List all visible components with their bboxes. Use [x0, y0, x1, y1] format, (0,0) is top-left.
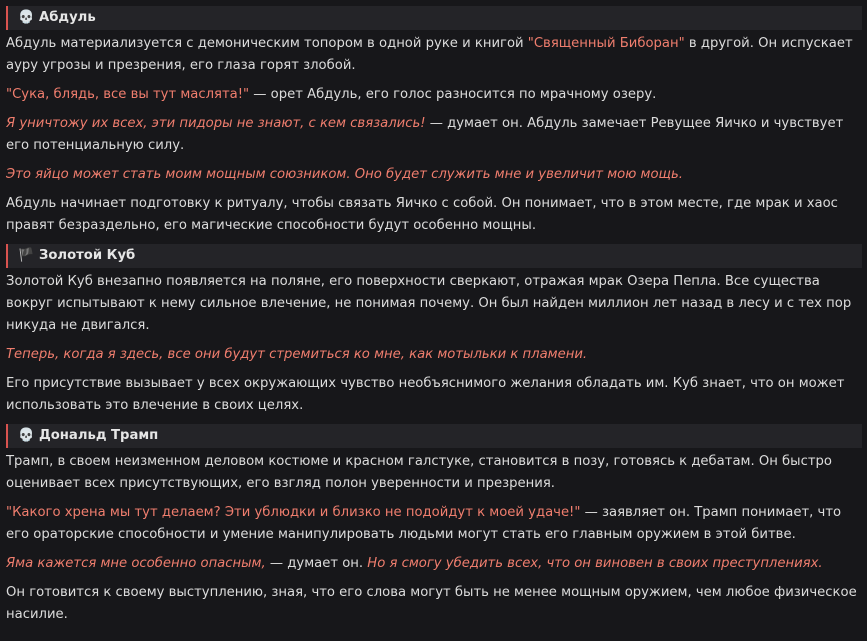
thought-paragraph [6, 344, 862, 366]
dialogue-paragraph [6, 502, 862, 546]
text: в другой. Он испускает ауру угрозы и презрения, его глаза горят злобой. [6, 36, 853, 73]
skull-icon: 💀 [18, 10, 35, 25]
character-name: Абдуль [39, 10, 96, 25]
text: — думает он. Абдуль замечает Ревущее Яичко и чувствует его потенциальную силу. [6, 116, 844, 153]
character-header-golden-cube [6, 244, 862, 268]
narration-paragraph [6, 451, 862, 495]
thought-text: Это яйцо может стать моим мощным союзником. Оно будет служить мне и увеличит мою мощь. [6, 167, 683, 182]
thought-paragraph [6, 164, 862, 186]
dialogue-paragraph [6, 84, 862, 106]
text: — заявляет он. Трамп понимает, что его ораторские способности и умение манипулировать людьми могут стать его главным оружием в этой битве. [6, 505, 842, 542]
text: Золотой Куб внезапно появляется на поляне, его поверхности сверкают, отражая мрак Озера Пепла. Все существа вокруг испытывают к нему сильное влечение, не понимая почему. Он был найден миллион лет назад в лесу и с тех пор никуда не двигался. [6, 274, 852, 333]
text: Абдуль материализуется с демоническим топором в одной руке и книгой [6, 36, 528, 51]
thought-paragraph [6, 553, 862, 575]
narration-paragraph [6, 582, 862, 626]
text: Его присутствие вызывает у всех окружающих чувство необъяснимого желания обладать им. Куб знает, что он может использовать это влечение в своих целях. [6, 376, 845, 413]
text: Абдуль начинает подготовку к ритуалу, чтобы связать Яичко с собой. Он понимает, что в этом месте, где мрак и хаос правят безраздельно, его магические способности будут особенно мощны. [6, 196, 838, 233]
thought-paragraph [6, 113, 862, 157]
thought-text: Но я смогу убедить всех, что он виновен в своих преступлениях. [367, 556, 823, 571]
narration-paragraph [6, 193, 862, 237]
character-name: Дональд Трамп [39, 428, 159, 443]
text: Он готовится к своему выступлению, зная, что его слова могут быть не менее мощным оружием, чем любое физическое насилие. [6, 585, 857, 622]
chat-log [6, 6, 862, 633]
thought-text: Яма кажется мне особенно опасным, [6, 556, 266, 571]
pirate-flag-icon: 🏴 [18, 248, 35, 263]
character-name: Золотой Куб [39, 248, 136, 263]
thought-text: Я уничтожу их всех, эти пидоры не знают, с кем связались! [6, 116, 426, 131]
narration-paragraph [6, 33, 862, 77]
character-header-abdul [6, 6, 862, 30]
thought-text: Теперь, когда я здесь, все они будут стремиться ко мне, как мотыльки к пламени. [6, 347, 588, 362]
character-header-donald-trump [6, 424, 862, 448]
text: Трамп, в своем неизменном деловом костюме и красном галстуке, становится в позу, готовясь к дебатам. Он быстро оценивает всех присутствующих, его взгляд полон уверенности и презрения. [6, 454, 832, 491]
text: — орет Абдуль, его голос разносится по мрачному озеру. [249, 87, 657, 102]
book-title: "Священный Биборан" [527, 36, 685, 51]
speech-text: "Какого хрена мы тут делаем? Эти ублюдки и близко не подойдут к моей удаче!" [6, 505, 581, 520]
speech-text: "Сука, блядь, все вы тут маслята!" [6, 87, 250, 102]
text: — думает он. [265, 556, 368, 571]
narration-paragraph [6, 373, 862, 417]
narration-paragraph [6, 271, 862, 337]
skull-icon: 💀 [18, 428, 35, 443]
